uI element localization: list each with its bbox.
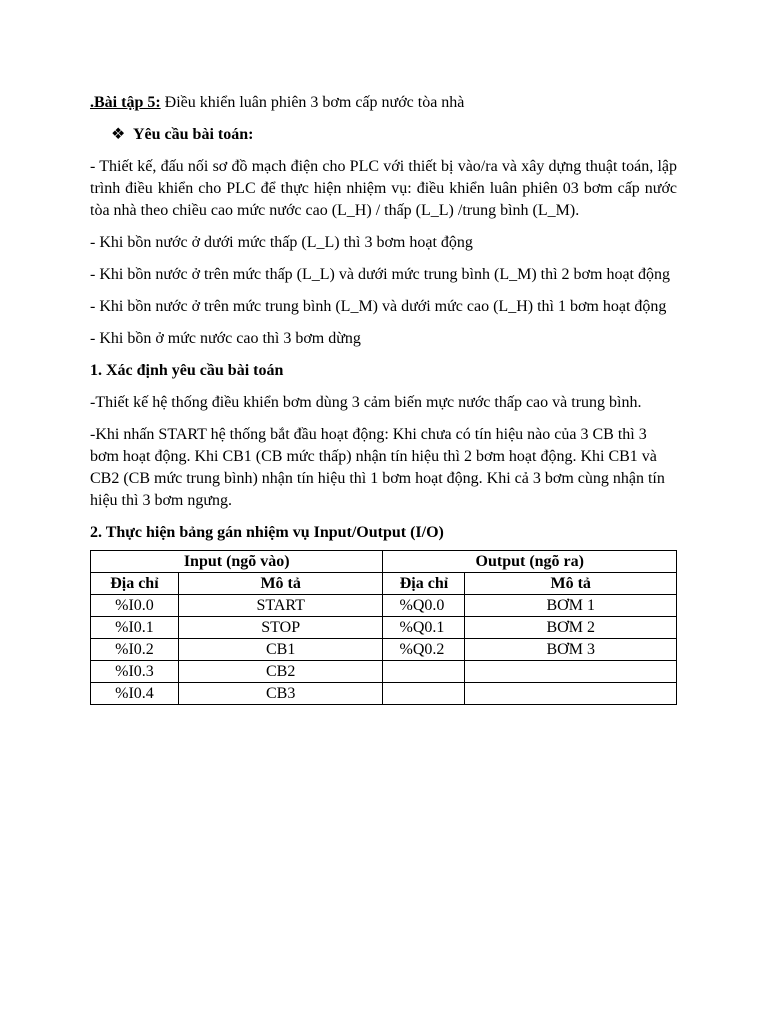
output-description-cell bbox=[465, 683, 677, 705]
input-group-header: Input (ngõ vào) bbox=[91, 551, 383, 573]
input-description-cell: CB2 bbox=[178, 661, 383, 683]
exercise-title-text: Điều khiển luân phiên 3 bơm cấp nước tòa nhà bbox=[160, 94, 465, 111]
output-description-cell: BƠM 2 bbox=[465, 617, 677, 639]
diamond-bullet-icon: ❖ bbox=[111, 126, 126, 143]
output-address-cell: %Q0.2 bbox=[383, 639, 465, 661]
requirement-heading-text: Yêu cầu bài toán: bbox=[133, 126, 254, 143]
exercise-number: .Bài tập 5: bbox=[90, 94, 161, 111]
output-description-cell bbox=[465, 661, 677, 683]
output-address-cell: %Q0.1 bbox=[383, 617, 465, 639]
output-description-cell: BƠM 1 bbox=[465, 595, 677, 617]
input-address-cell: %I0.1 bbox=[91, 617, 179, 639]
section-1-paragraph-2: -Khi nhấn START hệ thống bắt đầu hoạt động: Khi chưa có tín hiệu nào của 3 CB thì 3 bơm hoạt động. Khi CB1 (CB mức thấp) nhận tín hiệu thì 2 bơm hoạt động. Khi CB1 và CB2 (CB mức trung bình) nhận tín hiệu thì 1 bơm hoạt động. Khi cả 3 bơm cùng nhận tín hiệu thì 3 bơm ngưng. bbox=[90, 426, 665, 509]
section-1-heading: 1. Xác định yêu cầu bài toán bbox=[90, 362, 284, 379]
section-2-heading: 2. Thực hiện bảng gán nhiệm vụ Input/Output (I/O) bbox=[90, 524, 444, 541]
table-column-header-row bbox=[91, 573, 677, 595]
input-description-cell: CB1 bbox=[178, 639, 383, 661]
output-description-cell: BƠM 3 bbox=[465, 639, 677, 661]
section-1-paragraph-1: -Thiết kế hệ thống điều khiển bơm dùng 3 cảm biến mực nước thấp cao và trung bình. bbox=[90, 394, 642, 411]
requirement-paragraph-4: - Khi bồn nước ở trên mức trung bình (L_M) và dưới mức cao (L_H) thì 1 bơm hoạt động bbox=[90, 298, 667, 315]
table-row bbox=[91, 595, 677, 617]
input-description-cell: CB3 bbox=[178, 683, 383, 705]
output-address-cell: %Q0.0 bbox=[383, 595, 465, 617]
requirement-paragraph-2: - Khi bồn nước ở dưới mức thấp (L_L) thì 3 bơm hoạt động bbox=[90, 234, 473, 251]
exercise-title bbox=[90, 92, 677, 114]
input-address-cell: %I0.4 bbox=[91, 683, 179, 705]
table-row bbox=[91, 617, 677, 639]
requirement-heading bbox=[111, 124, 677, 146]
table-group-header-row bbox=[91, 551, 677, 573]
io-assignment-table bbox=[90, 550, 677, 705]
requirement-paragraph-5: - Khi bồn ở mức nước cao thì 3 bơm dừng bbox=[90, 330, 361, 347]
document-content bbox=[90, 92, 677, 705]
table-row bbox=[91, 661, 677, 683]
output-address-cell bbox=[383, 683, 465, 705]
output-group-header: Output (ngõ ra) bbox=[383, 551, 677, 573]
input-address-header: Địa chỉ bbox=[91, 573, 179, 595]
input-address-cell: %I0.0 bbox=[91, 595, 179, 617]
output-address-header: Địa chỉ bbox=[383, 573, 465, 595]
output-description-header: Mô tả bbox=[465, 573, 677, 595]
table-row bbox=[91, 683, 677, 705]
table-row bbox=[91, 639, 677, 661]
input-address-cell: %I0.3 bbox=[91, 661, 179, 683]
input-description-cell: STOP bbox=[178, 617, 383, 639]
input-address-cell: %I0.2 bbox=[91, 639, 179, 661]
requirement-paragraph-3: - Khi bồn nước ở trên mức thấp (L_L) và dưới mức trung bình (L_M) thì 2 bơm hoạt động bbox=[90, 266, 670, 283]
input-description-cell: START bbox=[178, 595, 383, 617]
requirement-paragraph-1: - Thiết kế, đấu nối sơ đồ mạch điện cho PLC với thiết bị vào/ra và xây dựng thuật toán, lập trình điều khiển cho PLC để thực hiện nhiệm vụ: điều khiển luân phiên 03 bơm cấp nước tòa nhà theo chiều cao mức nước cao (L_H) / thấp (L_L) /trung bình (L_M). bbox=[90, 158, 677, 219]
output-address-cell bbox=[383, 661, 465, 683]
input-description-header: Mô tả bbox=[178, 573, 383, 595]
